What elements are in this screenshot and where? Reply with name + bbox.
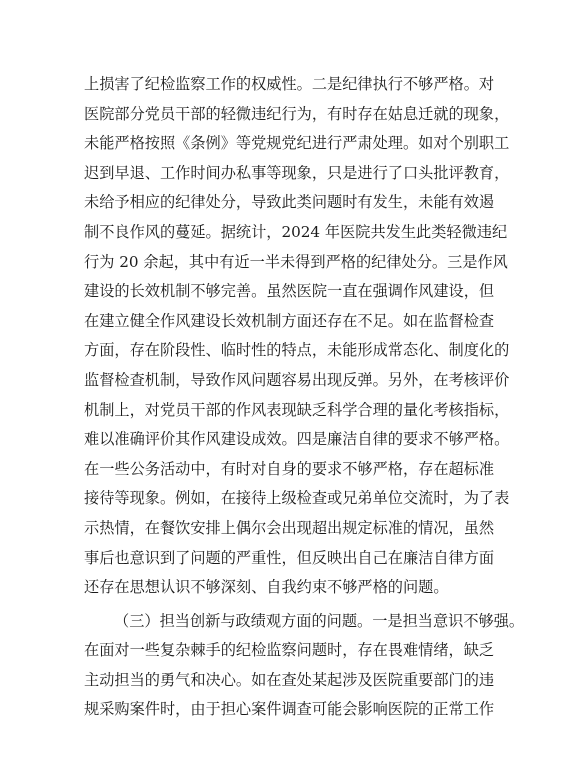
- paragraph-discipline-issues: [84, 70, 526, 603]
- text-line: 在建立健全作风建设长效机制方面还存在不足。如在监督检查: [84, 311, 495, 330]
- text-line: 主动担当的勇气和决心。如在查处某起涉及医院重要部门的违: [84, 670, 495, 689]
- text-line: 未能严格按照《条例》等党规党纪进行严肃处理。如对个别职工: [84, 134, 510, 153]
- text-line: 迟到早退、工作时间办私事等现象，只是进行了口头批评教育，: [84, 163, 510, 182]
- text-line: 还存在思想认识不够深刻、自我约束不够严格的问题。: [84, 578, 449, 597]
- text-line: 行为 20 余起，其中有近一半未得到严格的纪律处分。三是作风: [84, 252, 508, 271]
- text-line: 在面对一些复杂棘手的纪检监察问题时，存在畏难情绪，缺乏: [84, 641, 495, 660]
- text-line: 监督检查机制，导致作风问题容易出现反弹。另外，在考核评价: [84, 370, 510, 389]
- text-line: 方面，存在阶段性、临时性的特点，未能形成常态化、制度化的: [84, 341, 510, 360]
- section-heading-line: （三）担当创新与政绩观方面的问题。一是担当意识不够强。: [114, 611, 525, 630]
- text-line: 接待等现象。例如，在接待上级检查或兄弟单位交流时，为了表: [84, 489, 510, 508]
- paragraph-responsibility-issues: [84, 607, 526, 725]
- text-line: 规采购案件时，由于担心案件调查可能会影响医院的正常工作: [84, 700, 495, 719]
- text-line: 上损害了纪检监察工作的权威性。二是纪律执行不够严格。对: [84, 75, 495, 93]
- text-line: 事后也意识到了问题的严重性，但反映出自己在廉洁自律方面: [84, 548, 495, 567]
- text-line: 未给予相应的纪律处分，导致此类问题时有发生，未能有效遏: [84, 193, 495, 212]
- text-line: 医院部分党员干部的轻微违纪行为，有时存在姑息迁就的现象，: [84, 104, 510, 123]
- text-line: 难以准确评价其作风建设成效。四是廉洁自律的要求不够严格。: [84, 430, 510, 449]
- text-line: 在一些公务活动中，有时对自身的要求不够严格，存在超标准: [84, 459, 495, 478]
- text-line: 机制上，对党员干部的作风表现缺乏科学合理的量化考核指标，: [84, 400, 510, 419]
- text-line: 示热情，在餐饮安排上偶尔会出现超出规定标准的情况，虽然: [84, 518, 495, 537]
- text-line: 制不良作风的蔓延。据统计，2024 年医院共发生此类轻微违纪: [84, 222, 508, 241]
- text-line: 建设的长效机制不够完善。虽然医院一直在强调作风建设，但: [84, 282, 495, 301]
